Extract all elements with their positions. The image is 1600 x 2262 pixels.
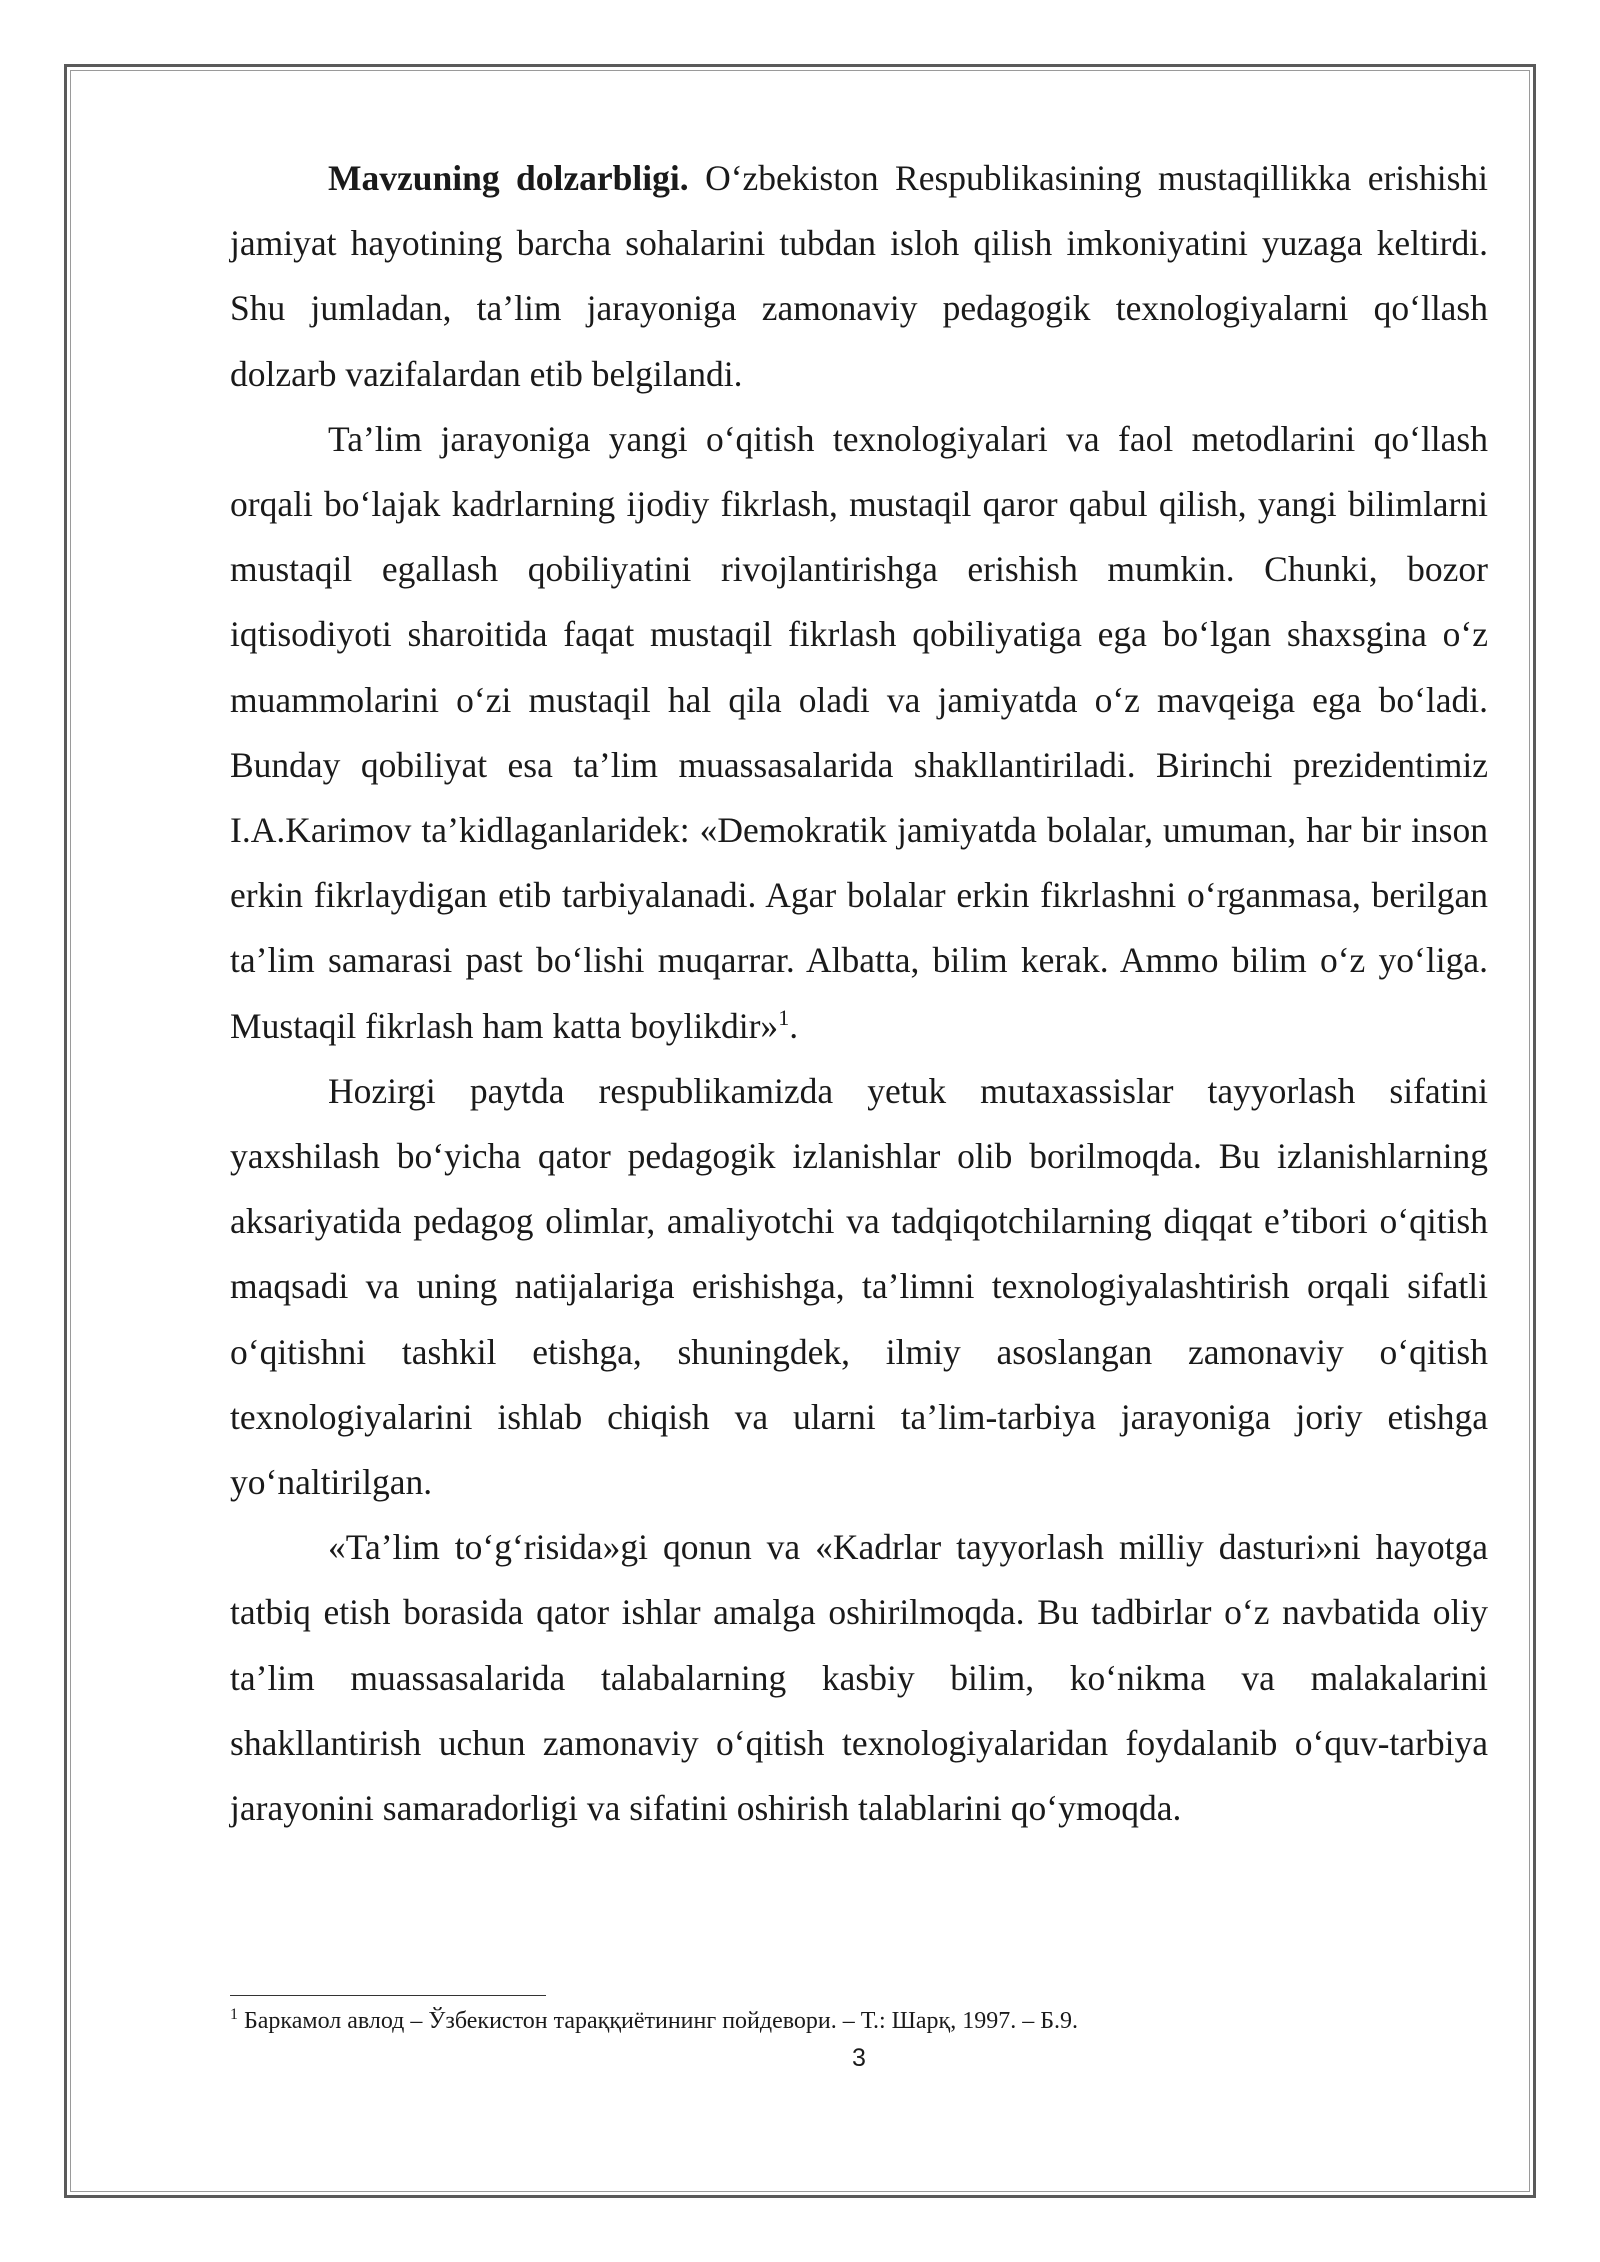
footnote-text: Баркамол авлод – Ўзбекистон тараққиётининг пойдевори. – Т.: Шарқ, 1997. – Б.9. (244, 2008, 1078, 2034)
paragraph-relevance (230, 146, 1488, 407)
paragraph-education-law (230, 1515, 1488, 1841)
footnote-separator (230, 1995, 546, 1996)
paragraph-text: O‘zbekiston Respublikasining mustaqillikka erishishi jamiyat hayotining barcha sohalarini tubdan isloh qilish imkoniyatini yuzaga keltirdi. Shu jumladan, ta’lim jarayoniga zamonaviy pedagogik texnologiyalarni qo‘llash dolzarb vazifalardan etib belgilandi. (230, 158, 1489, 394)
page-number: 3 (852, 2044, 866, 2072)
paragraph-text: Ta’lim jarayoniga yangi o‘qitish texnologiyalari va faol metodlarini qo‘llash orqali bo‘lajak kadrlarning ijodiy fikrlash, mustaqil qaror qabul qilish, yangi bilimlarni mustaqil egallash qobiliyatini rivojlantirishga erishish mumkin. Chunki, bozor iqtisodiyoti sharoitida faqat mustaqil fikrlash qobiliyatiga ega bo‘lgan shaxsgina o‘z muammolarini o‘zi mustaqil hal qila oladi va jamiyatda o‘z mavqeiga ega bo‘ladi. Bunday qobiliyat esa ta’lim muassasalarida shakllantiriladi. Birinchi prezidentimiz I.A.Karimov ta’kidlaganlaridek: «Demokratik jamiyatda bolalar, umuman, har bir inson erkin fikrlaydigan etib tarbiyalanadi. Agar bolalar erkin fikrlashni o‘rganmasa, berilgan ta’lim samarasi past bo‘lishi muqarrar. Albatta, bilim kerak. Ammo bilim o‘z yo‘liga. Mustaqil fikrlash ham katta boylikdir» (230, 418, 1488, 1046)
section-lead-heading: Mavzuning dolzarbligi. (328, 158, 689, 198)
paragraph-teaching-technologies (230, 407, 1488, 1059)
footnote (230, 2006, 1488, 2036)
paragraph-text: «Ta’lim to‘g‘risida»gi qonun va «Kadrlar tayyorlash milliy dasturi»ni hayotga tatbiq etish borasida qator ishlar amalga oshirilmoqda. Bu tadbirlar o‘z navbatida oliy ta’lim muassasalarida talabalarning kasbiy bilim, ko‘nikma va malakalarini shakllantirish uchun zamonaviy o‘qitish texnologiyalaridan foydalanib o‘quv-tarbiya jarayonini samaradorligi va sifatini oshirish talablarini qo‘ymoqda. (230, 1527, 1488, 1829)
footnote-number: 1 (230, 2006, 238, 2023)
paragraph-text: Hozirgi paytda respublikamizda yetuk mutaxassislar tayyorlash sifatini yaxshilash bo‘yicha qator pedagogik izlanishlar olib borilmoqda. Bu izlanishlarning aksariyatida pedagog olimlar, amaliyotchi va tadqiqotchilarning diqqat e’tibori o‘qitish maqsadi va uning natijalariga erishishga, ta’limni texnologiyalashtirish orqali sifatli o‘qitishni tashkil etishga, shuningdek, ilmiy asoslangan zamonaviy o‘qitish texnologiyalarini ishlab chiqish va ularni ta’lim-tarbiya jarayoniga joriy etishga yo‘naltirilgan. (230, 1070, 1488, 1503)
document-body (230, 146, 1488, 1841)
paragraph-text-end: . (789, 1005, 799, 1046)
paragraph-research (230, 1059, 1488, 1515)
footnote-reference[interactable]: 1 (778, 1004, 790, 1030)
